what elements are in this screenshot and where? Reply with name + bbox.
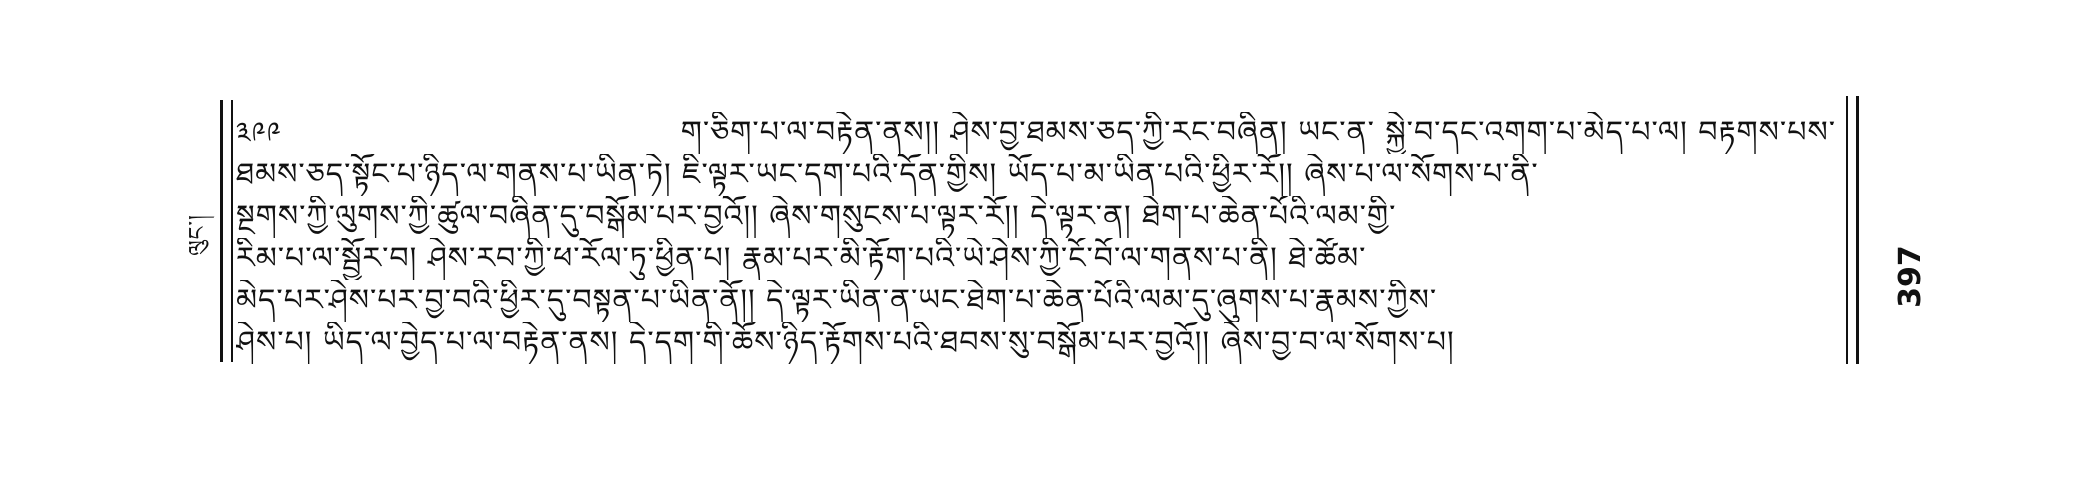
margin-label-text: ལུང་། bbox=[185, 214, 211, 256]
text-line-3: སྔགས་ཀྱི་ལུགས་ཀྱི་ཚུལ་བཞིན་དུ་བསྒོམ་པར་བྱའོ།། ཞེས་གསུངས་པ་ལྟར་རོ།། དེ་ལྟར་ན། ཐེག་པ་ཆེན་པོའི་ལམ་གྱི་ bbox=[236, 199, 1397, 234]
text-line-2: ཐམས་ཅད་སྟོང་པ་ཉིད་ལ་གནས་པ་ཡིན་ཏེ། ཇི་ལྟར་ཡང་དག་པའི་དོན་གྱིས། ཡོད་པ་མ་ཡིན་པའི་ཕྱིར་རོ།། ཞེས་པ་ལ་སོགས་པ་ནི་ bbox=[236, 157, 1539, 192]
page-number bbox=[1890, 236, 1930, 316]
text-line-5: མེད་པར་ཤེས་པར་བྱ་བའི་ཕྱིར་དུ་བསྟན་པ་ཡིན་ནོ།། དེ་ལྟར་ཡིན་ན་ཡང་ཐེག་པ་ཆེན་པོའི་ལམ་དུ་ཞུགས་པ་རྣམས་ཀྱིས་ bbox=[236, 283, 1438, 318]
right-frame-border bbox=[1846, 96, 1859, 364]
text-line-4: རིམ་པ་ལ་སྦྱོར་བ། ཤེས་རབ་ཀྱི་ཕ་རོལ་ཏུ་ཕྱིན་པ། རྣམ་པར་མི་རྟོག་པའི་ཡེ་ཤེས་ཀྱི་ངོ་བོ་ལ་གནས་པ་ནི། ཐེ་ཚོམ་ bbox=[236, 241, 1367, 276]
text-line-1 bbox=[236, 112, 1836, 154]
text-block bbox=[236, 112, 1836, 364]
folio-label: ༣༩༩ bbox=[236, 116, 282, 149]
margin-label bbox=[185, 120, 216, 350]
text-line-6: ཤེས་པ། ཡིད་ལ་བྱེད་པ་ལ་བརྟེན་ནས། དེ་དག་གི་ཆོས་ཉིད་རྟོགས་པའི་ཐབས་སུ་བསྒོམ་པར་བྱའོ།། ཞེས་བྱ་བ་ལ་སོགས་པ། bbox=[236, 325, 1455, 360]
page-number-text: 397 bbox=[1892, 244, 1928, 308]
left-frame-border bbox=[220, 100, 233, 362]
text-line-1-content: ག་ཅིག་པ་ལ་བརྟེན་ནས།། ཤེས་བྱ་ཐམས་ཅད་ཀྱི་རང་བཞིན། ཡང་ན་ སྐྱེ་བ་དང་འགག་པ་མེད་པ་ལ། བརྟགས་པས་ bbox=[680, 115, 1836, 150]
